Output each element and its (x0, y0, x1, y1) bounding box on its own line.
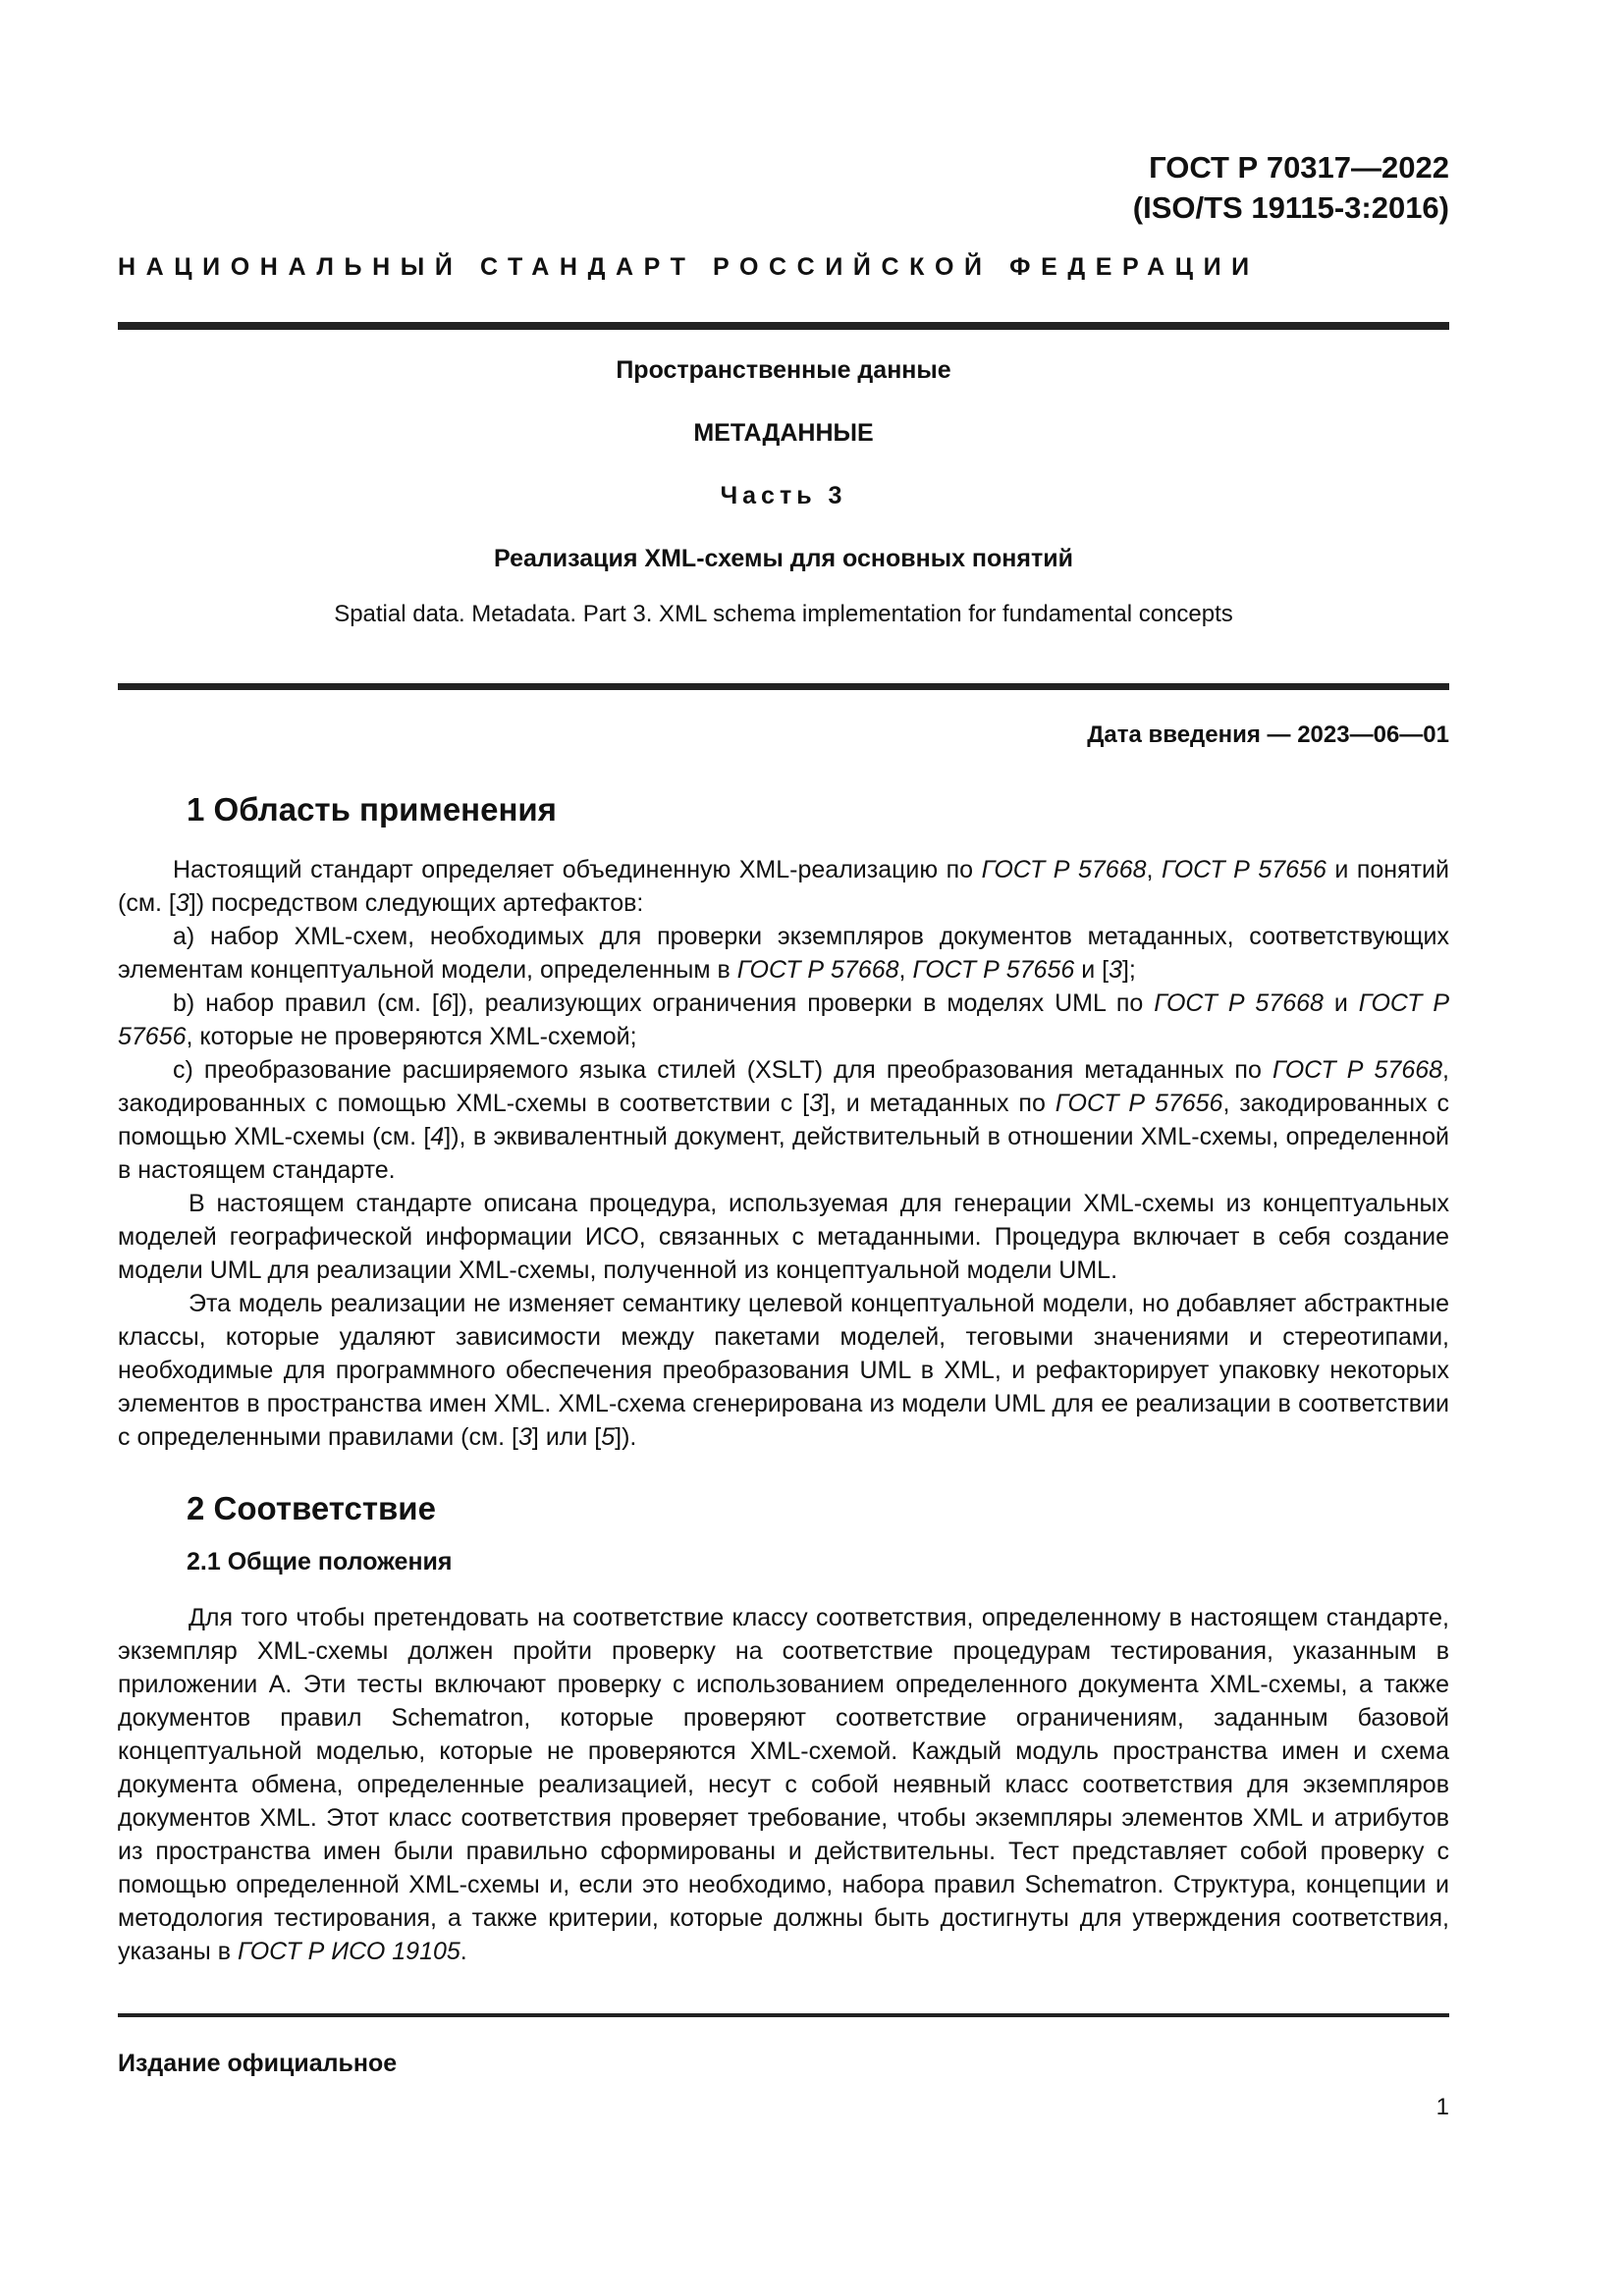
national-standard-banner: НАЦИОНАЛЬНЫЙ СТАНДАРТ РОССИЙСКОЙ ФЕДЕРАЦИИ (118, 253, 1260, 281)
official-edition-label: Издание официальное (118, 2050, 398, 2077)
section-2-heading: 2 Соответствие (187, 1490, 436, 1526)
title-topic: Пространственные данные (616, 356, 951, 384)
iso-reference: (ISO/TS 19115-3:2016) (1132, 190, 1449, 225)
list-item-a: а) набор XML-схем, необходимых для проверки экземпляров документов метаданных, соответствующих элементам концептуальной модели, определенным в ГОСТ Р 57668, ГОСТ Р 57656 и [3]; (118, 923, 1449, 984)
title-subject: МЕТАДАННЫЕ (693, 419, 874, 447)
footer-rule (118, 2013, 1449, 2017)
paragraph: В настоящем стандарте описана процедура, используемая для генерации XML-схемы из концептуальных моделей географической информации ИСО, связанных с метаданными. Процедура включает в себя создание модели UML для реализации XML-схемы, полученной из концептуальной модели UML. (118, 1190, 1449, 1284)
paragraph: Настоящий стандарт определяет объединенную XML-реализацию по ГОСТ Р 57668, ГОСТ Р 57656 и понятий (см. [3]) посредством следующих артефактов: (118, 856, 1449, 917)
section-2-1-heading: 2.1 Общие положения (187, 1548, 453, 1575)
section-1-body (118, 853, 1449, 1454)
paragraph: Эта модель реализации не изменяет семантику целевой концептуальной модели, но добавляет абстрактные классы, которые удаляют зависимости между пакетами моделей, теговыми значениями и стереотипами, необходимые для программного обеспечения преобразования UML в XML, и рефакторирует упаковку некоторых элементов в пространства имен XML. XML-схема сгенерирована из модели UML для ее реализации в соответствии с определенными правилами (см. [3] или [5]). (118, 1290, 1449, 1451)
title-part: Часть 3 (720, 482, 847, 509)
section-1-heading: 1 Область применения (187, 791, 557, 828)
top-rule (118, 322, 1449, 330)
section-2-body (118, 1601, 1449, 1968)
standard-designation (1133, 147, 1449, 228)
title-name: Реализация XML-схемы для основных понятий (494, 545, 1073, 572)
list-item-b: b) набор правил (см. [6]), реализующих ограничения проверки в моделях UML по ГОСТ Р 57668 и ГОСТ Р 57656, которые не проверяются XML-схемой; (118, 989, 1449, 1050)
paragraph: Для того чтобы претендовать на соответствие классу соответствия, определенному в настоящем стандарте, экземпляр XML-схемы должен пройти проверку на соответствие процедурам тестирования, указанным в приложении А. Эти тесты включают проверку с использованием определенного документа XML-схемы, а также документов правил Schematron, которые проверяют соответствие ограничениям, заданным базовой концептуальной моделью, которые не проверяются XML-схемой. Каждый модуль пространства имен и схема документа обмена, определенные реализацией, несут с собой неявный класс соответствия для экземпляров документов XML. Этот класс соответствия проверяет требование, чтобы экземпляры элементов XML и атрибутов из пространства имен были правильно сформированы и действительны. Тест представляет собой проверку с помощью определенной XML-схемы и, если это необходимо, набора правил Schematron. Структура, концепции и методология тестирования, а также критерии, которые должны быть достигнуты для утверждения соответствия, указаны в ГОСТ Р ИСО 19105. (118, 1604, 1449, 1965)
introduction-date: Дата введения — 2023—06—01 (1087, 721, 1449, 748)
standard-number: ГОСТ Р 70317—2022 (1149, 150, 1449, 185)
title-english: Spatial data. Metadata. Part 3. XML schema implementation for fundamental concepts (334, 601, 1233, 627)
title-block (118, 355, 1449, 629)
page-number: 1 (1435, 2094, 1449, 2120)
list-item-c: с) преобразование расширяемого языка стилей (XSLT) для преобразования метаданных по ГОСТ Р 57668, закодированных с помощью XML-схемы в соответствии с [3], и метаданных по ГОСТ Р 57656, закодированных с помощью XML-схемы (см. [4]), в эквивалентный документ, действительный в отношении XML-схемы, определенной в настоящем стандарте. (118, 1056, 1449, 1184)
title-bottom-rule (118, 683, 1449, 690)
